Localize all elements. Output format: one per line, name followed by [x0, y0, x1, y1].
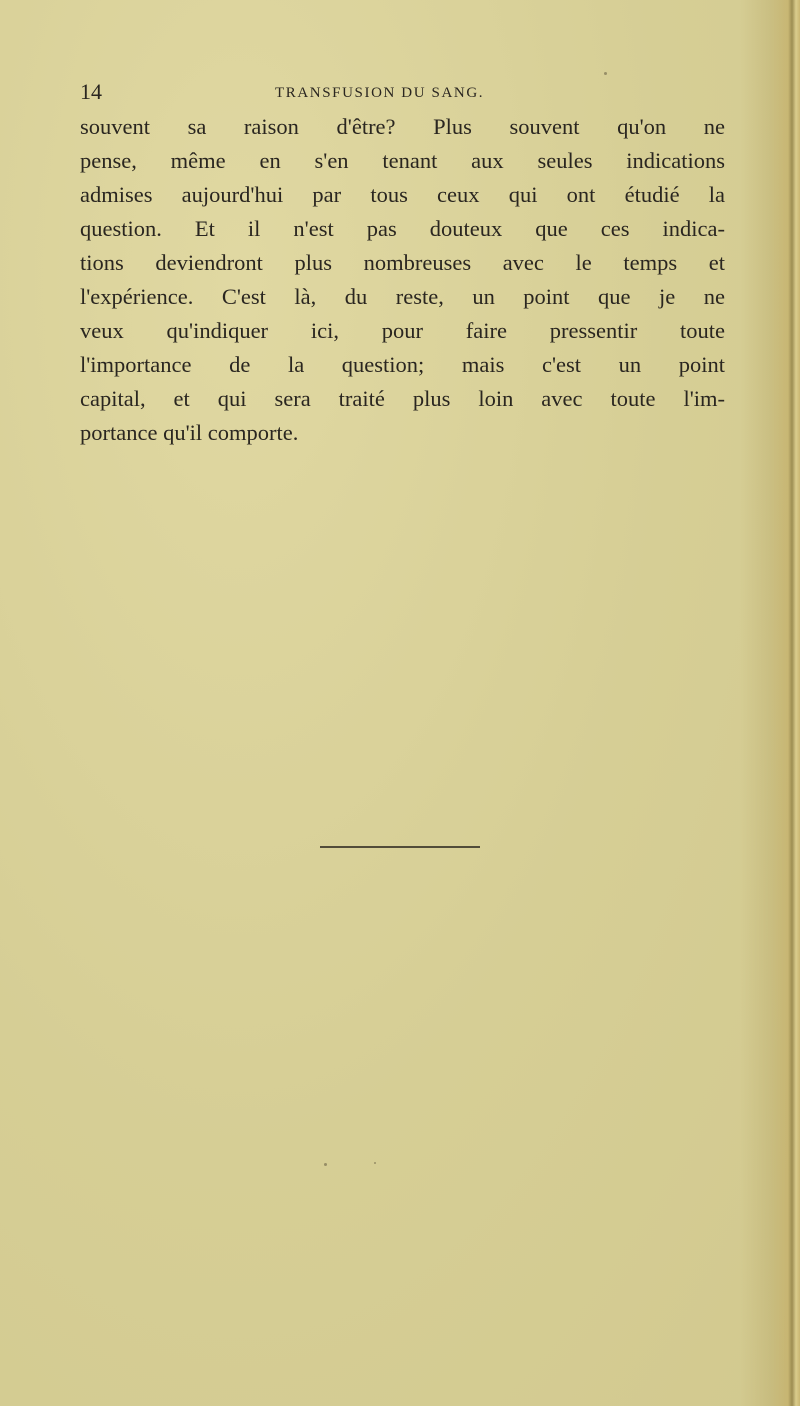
text-line: question. Et il n'est pas douteux que ces indica- [80, 216, 725, 241]
text-line: souvent sa raison d'être? Plus souvent qu'on ne [80, 114, 725, 139]
running-head [80, 78, 725, 106]
page-number: 14 [80, 79, 102, 104]
paper-speck [604, 72, 607, 75]
text-line: pense, même en s'en tenant aux seules indications [80, 148, 725, 173]
text-line: capital, et qui sera traité plus loin avec toute l'im- [80, 386, 725, 411]
text-line: l'expérience. C'est là, du reste, un point que je ne [80, 284, 725, 309]
section-divider-rule [320, 846, 480, 848]
running-title: TRANSFUSION DU SANG. [275, 85, 485, 101]
paper-speck [374, 1162, 376, 1164]
text-line: admises aujourd'hui par tous ceux qui ont étudié la [80, 182, 725, 207]
text-line: portance qu'il comporte. [80, 420, 299, 445]
text-line: l'importance de la question; mais c'est un point [80, 352, 725, 377]
text-line: tions deviendront plus nombreuses avec le temps et [80, 250, 725, 275]
body-paragraph [80, 110, 725, 450]
text-line: veux qu'indiquer ici, pour faire pressentir toute [80, 318, 725, 343]
paper-speck [324, 1163, 327, 1166]
